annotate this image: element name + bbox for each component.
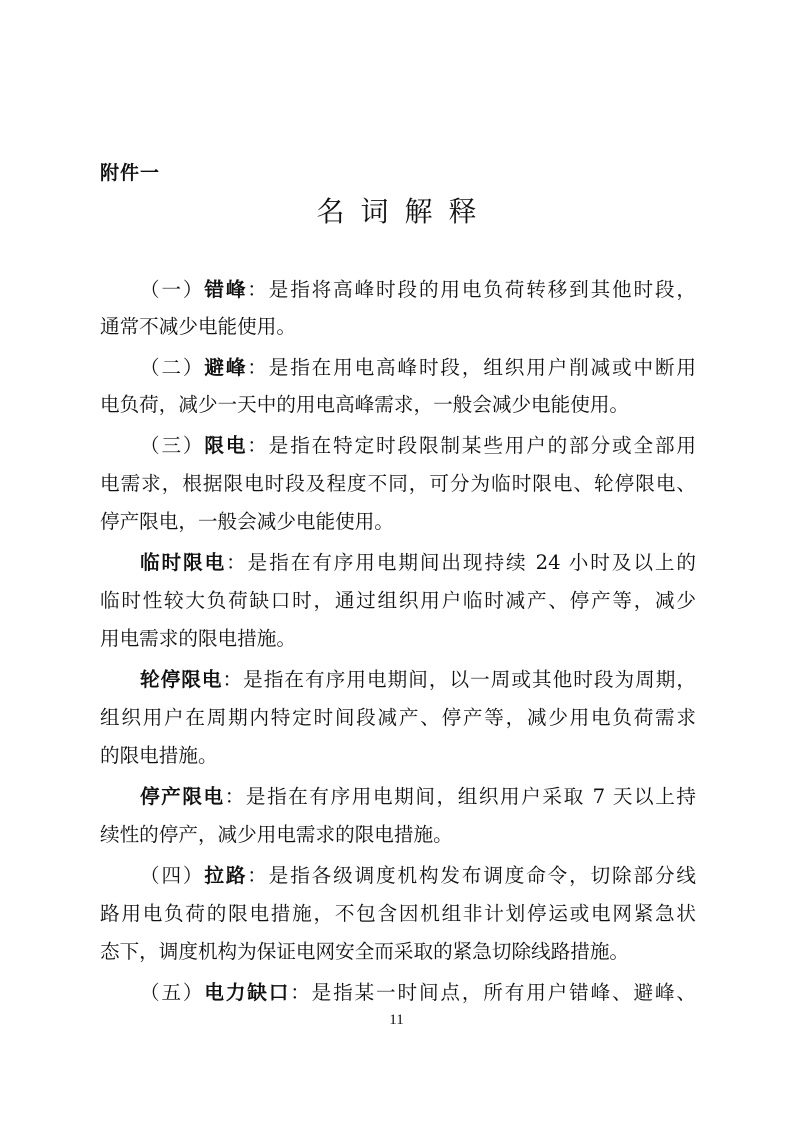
paragraph-5-text: ：是指在有序用电期间，以一周或其他时段为周期， [222,668,697,691]
paragraph-6-line-2: 续性的停产，减少用电需求的限电措施。 [100,823,453,846]
term-cuofeng: 错峰 [204,278,248,301]
paragraph-7-line-1 [100,858,696,894]
term-linshi-xiandian: 临时限电 [140,551,227,574]
paragraph-1-prefix: （一） [140,278,205,301]
paragraph-4-line-1 [100,545,696,581]
term-bifeng: 避峰 [204,356,248,379]
paragraph-1-line-1 [100,272,696,308]
paragraph-2-line-2: 电负荷，减少一天中的用电高峰需求，一般会减少电能使用。 [100,393,630,416]
paragraph-3-text: ：是指在特定时段限制某些用户的部分或全部用 [247,434,697,457]
term-lalu: 拉路 [204,864,248,887]
paragraph-4-text: ：是指在有序用电期间出现持续 24 小时及以上的 [226,551,697,574]
paragraph-2-prefix: （二） [140,356,205,379]
paragraph-5-line-2: 组织用户在周期内特定时间段减产、停产等，减少用电负荷需求 [100,706,696,729]
paragraph-4-line-3: 用电需求的限电措施。 [100,627,296,650]
attachment-label: 附件一 [100,162,161,184]
paragraph-3-prefix: （三） [140,434,205,457]
paragraph-5-line-1 [100,662,696,698]
paragraph-7-line-2: 路用电负荷的限电措施，不包含因机组非计划停运或电网紧急状 [100,902,696,925]
term-xiandian: 限电 [204,434,248,457]
term-lunting-xiandian: 轮停限电 [140,668,223,691]
term-tingchan-xiandian: 停产限电 [140,785,225,808]
paragraph-6-text: ：是指在有序用电期间，组织用户采取 7 天以上持 [224,785,696,808]
paragraph-6-line-1 [100,779,696,815]
paragraph-8-line-1 [100,975,696,1011]
paragraph-8-text: ：是指某一时间点，所有用户错峰、避峰、 [290,981,697,1004]
page-number: 11 [389,1012,404,1028]
paragraph-2-text: ：是指在用电高峰时段，组织用户削减或中断用 [247,356,697,379]
paragraph-8-prefix: （五） [140,981,205,1004]
paragraph-2-line-1 [100,350,696,386]
paragraph-4-line-2: 临时性较大负荷缺口时，通过组织用户临时减产、停产等，减少 [100,589,696,612]
paragraph-1-line-2: 通常不减少电能使用。 [100,315,296,338]
paragraph-7-text: ：是指各级调度机构发布调度命令，切除部分线 [247,864,697,887]
paragraph-3-line-1 [100,428,696,464]
paragraph-7-prefix: （四） [140,864,205,887]
paragraph-5-line-3: 的限电措施。 [100,744,218,767]
paragraph-3-line-3: 停产限电，一般会减少电能使用。 [100,510,394,533]
term-dianli-quekou: 电力缺口 [204,981,291,1004]
paragraph-3-line-2: 电需求，根据限电时段及程度不同，可分为临时限电、轮停限电、 [100,472,696,495]
page-title: 名词解释 [316,195,493,228]
paragraph-7-line-3: 态下，调度机构为保证电网安全而采取的紧急切除线路措施。 [100,940,630,963]
paragraph-1-text: ：是指将高峰时段的用电负荷转移到其他时段， [247,278,697,301]
